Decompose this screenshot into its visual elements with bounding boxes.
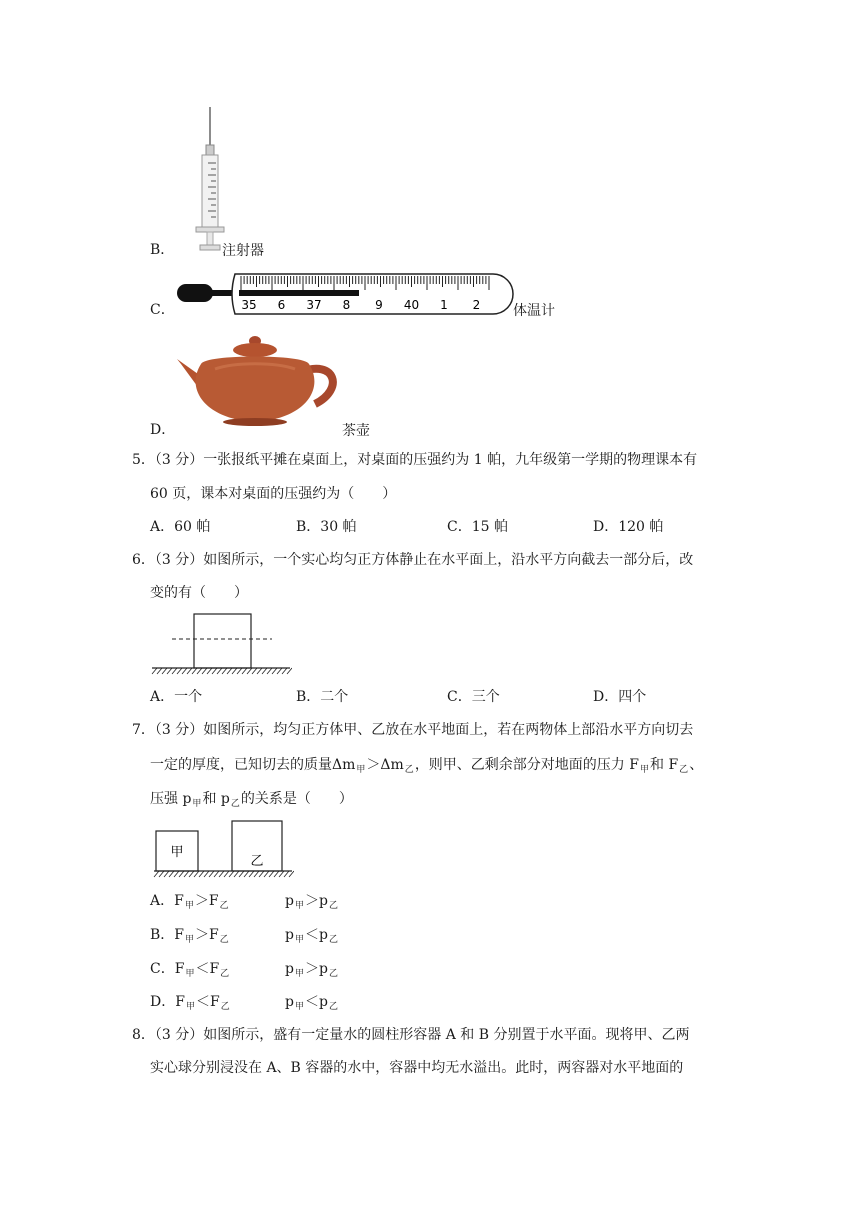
q6-option-d: D．四个 (593, 689, 647, 705)
option-c-letter: C． (150, 302, 175, 318)
q8-line2: 实心球分别浸没在 A、B 容器的水中，容器中均无水溢出。此时，两容器对水平地面的 (150, 1060, 684, 1076)
q7-blocks-figure (152, 818, 294, 878)
thermometer-scale-label: 9 (375, 298, 383, 312)
q7-line3: 压强 $p_甲$和 $p_乙$的关系是（ ） (150, 791, 353, 809)
q6-option-b: B．二个 (296, 689, 349, 705)
q7-option-b-p: $p_甲<p_乙$ (285, 927, 338, 945)
thermometer-scale-label: 6 (277, 298, 286, 312)
thermometer-scale-label: 8 (342, 298, 351, 312)
thermometer-image (175, 272, 515, 316)
q7-label-yi: 乙 (250, 854, 264, 869)
q5-option-a: A．60 帕 (150, 519, 211, 535)
thermometer-scale-label: 37 (306, 298, 322, 312)
q7-option-a: A．$F_甲>F_乙$ (150, 893, 229, 911)
option-c-caption: 体温计 (513, 303, 555, 319)
q5-option-d: D．120 帕 (593, 519, 664, 535)
thermometer-scale-label: 35 (241, 298, 257, 312)
option-d-caption: 茶壶 (342, 423, 370, 439)
q7-option-d: D．$F_甲<F_乙$ (150, 994, 230, 1012)
q7-line1: 7．（3 分）如图所示，均匀正方体甲、乙放在水平地面上，若在两物体上部沿水平方向切去 (132, 722, 694, 738)
q8-line1: 8．（3 分）如图所示，盛有一定量水的圆柱形容器 A 和 B 分别置于水平面。现将甲、乙两 (132, 1027, 690, 1043)
q7-option-b: B．$F_甲>F_乙$ (150, 927, 229, 945)
teapot-image (175, 334, 345, 434)
syringe-image (180, 105, 240, 260)
thermometer-scale-label: 2 (472, 298, 481, 312)
q5-option-c: C．15 帕 (447, 519, 508, 535)
q7-option-c-p: $p_甲>p_乙$ (285, 961, 338, 979)
q5-line2: 60 页，课本对桌面的压强约为（ ） (150, 486, 397, 502)
q7-label-jia: 甲 (170, 845, 184, 860)
option-b-caption: 注射器 (222, 243, 264, 259)
q6-option-a: A．一个 (150, 689, 203, 705)
q6-option-c: C．三个 (447, 689, 500, 705)
option-b-letter: B． (150, 242, 175, 258)
thermometer-scale-label: 40 (403, 298, 420, 312)
q7-option-a-p: $p_甲>p_乙$ (285, 893, 338, 911)
option-d-letter: D． (150, 422, 176, 438)
q6-cube-figure (150, 612, 292, 678)
q5-line1: 5．（3 分）一张报纸平摊在桌面上，对桌面的压强约为 1 帕，九年级第一学期的物理课本有 (132, 452, 698, 468)
q6-line1: 6．（3 分）如图所示，一个实心均匀正方体静止在水平面上，沿水平方向截去一部分后，改 (132, 552, 694, 568)
q7-option-c: C．$F_甲<F_乙$ (150, 961, 230, 979)
q7-line2: 一定的厚度，已知切去的质量$\Delta m_甲>\Delta m_乙$，则甲、乙剩余部分对地面的压力 $F_甲$和 $F_乙$、 (150, 757, 704, 775)
q5-option-b: B．30 帕 (296, 519, 357, 535)
q6-line2: 变的有（ ） (150, 585, 248, 601)
thermometer-scale-label: 1 (440, 298, 448, 312)
q7-option-d-p: $p_甲<p_乙$ (285, 994, 338, 1012)
